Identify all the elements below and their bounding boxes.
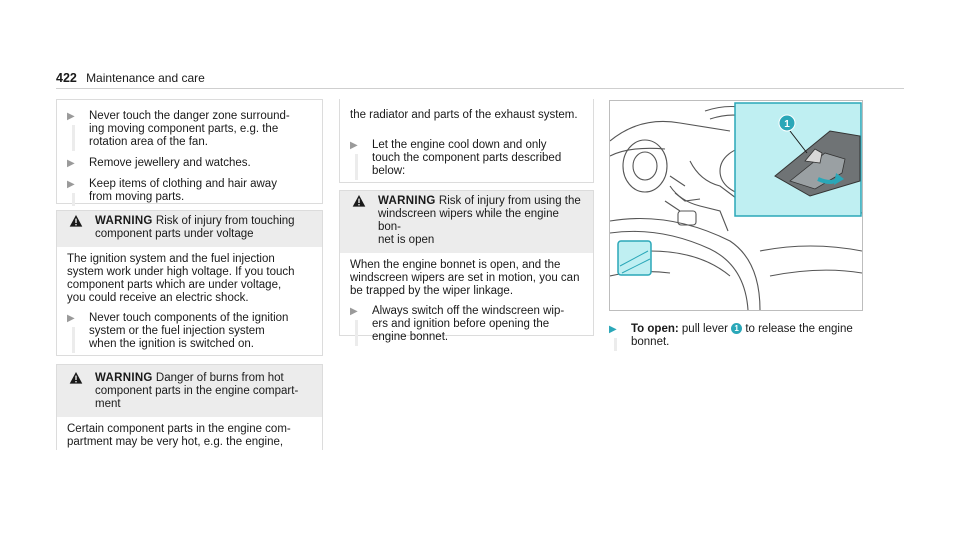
arrow-right-icon: ▶ (67, 158, 75, 169)
dashboard-illustration (610, 101, 862, 310)
warning-box-wipers (339, 190, 594, 343)
instruction-text-pre: pull lever (678, 323, 732, 335)
col1-bullet-box (56, 99, 323, 204)
warning-header (57, 211, 322, 247)
instruction-text-post: to release the engine bonnet. (631, 323, 853, 348)
callout-1-inline-badge: 1 (731, 323, 742, 334)
arrow-right-icon: ▶ (609, 324, 617, 335)
engine-bonnet-lever-figure (609, 100, 863, 311)
bullet-text: Keep items of clothing and hair away from moving parts. (89, 178, 277, 203)
list-item (67, 110, 312, 149)
header-divider (56, 88, 904, 89)
instruction-block (609, 323, 889, 357)
warning-header (340, 191, 593, 253)
page-number: 422 (56, 71, 77, 85)
bullet-text: Let the engine cool down and only touch the component parts described below: (372, 139, 562, 177)
warning-body: The ignition system and the fuel injection system work under high voltage. If you touch component parts which are under voltage, you could receive an electric shock. (67, 253, 295, 304)
warning-title: Risk of injury from touching component parts under voltage (95, 215, 295, 240)
warning-label: WARNING (378, 195, 436, 207)
arrow-right-icon: ▶ (67, 179, 75, 190)
warning-triangle-icon (352, 194, 366, 208)
list-item (67, 157, 312, 170)
warning-title: Risk of injury from using the windscreen wipers while the engine bon- net is open (378, 195, 581, 246)
warning-body: When the engine bonnet is open, and the windscreen wipers are set in motion, you can be trapped by the wiper linkage. (350, 259, 580, 297)
callout-1-label: 1 (784, 119, 790, 130)
page-header (56, 72, 205, 86)
warning-box-burns (56, 364, 323, 450)
bullet-text: Remove jewellery and watches. (89, 157, 251, 169)
arrow-right-icon: ▶ (67, 111, 75, 122)
warning-label: WARNING (95, 215, 153, 227)
bullet-text: Always switch off the windscreen wip- ers and ignition before opening the engine bonnet. (372, 305, 565, 343)
list-item (609, 323, 889, 349)
continued-text: the radiator and parts of the exhaust system. (350, 109, 578, 121)
col2-continued-box (339, 99, 594, 183)
instruction-label: To open: (631, 323, 679, 335)
list-item (350, 139, 583, 178)
warning-label: WARNING (95, 372, 153, 384)
list-item (350, 305, 583, 344)
warning-header (57, 365, 322, 417)
bullet-text: Never touch the danger zone surround- ing moving component parts, e.g. the rotation area of the fan. (89, 110, 290, 148)
arrow-right-icon: ▶ (67, 313, 75, 324)
warning-box-voltage (56, 210, 323, 356)
list-item (67, 178, 312, 204)
warning-triangle-icon (69, 214, 83, 228)
section-title: Maintenance and care (86, 71, 205, 85)
list-item (67, 312, 312, 351)
warning-triangle-icon (69, 371, 83, 385)
bullet-text: Never touch components of the ignition system or the fuel injection system when the ignition is switched on. (89, 312, 289, 350)
warning-body: Certain component parts in the engine com- partment may be very hot, e.g. the engine, (67, 423, 291, 448)
arrow-right-icon: ▶ (350, 140, 358, 151)
arrow-right-icon: ▶ (350, 306, 358, 317)
warning-title: Danger of burns from hot component parts in the engine compart- ment (95, 372, 299, 410)
